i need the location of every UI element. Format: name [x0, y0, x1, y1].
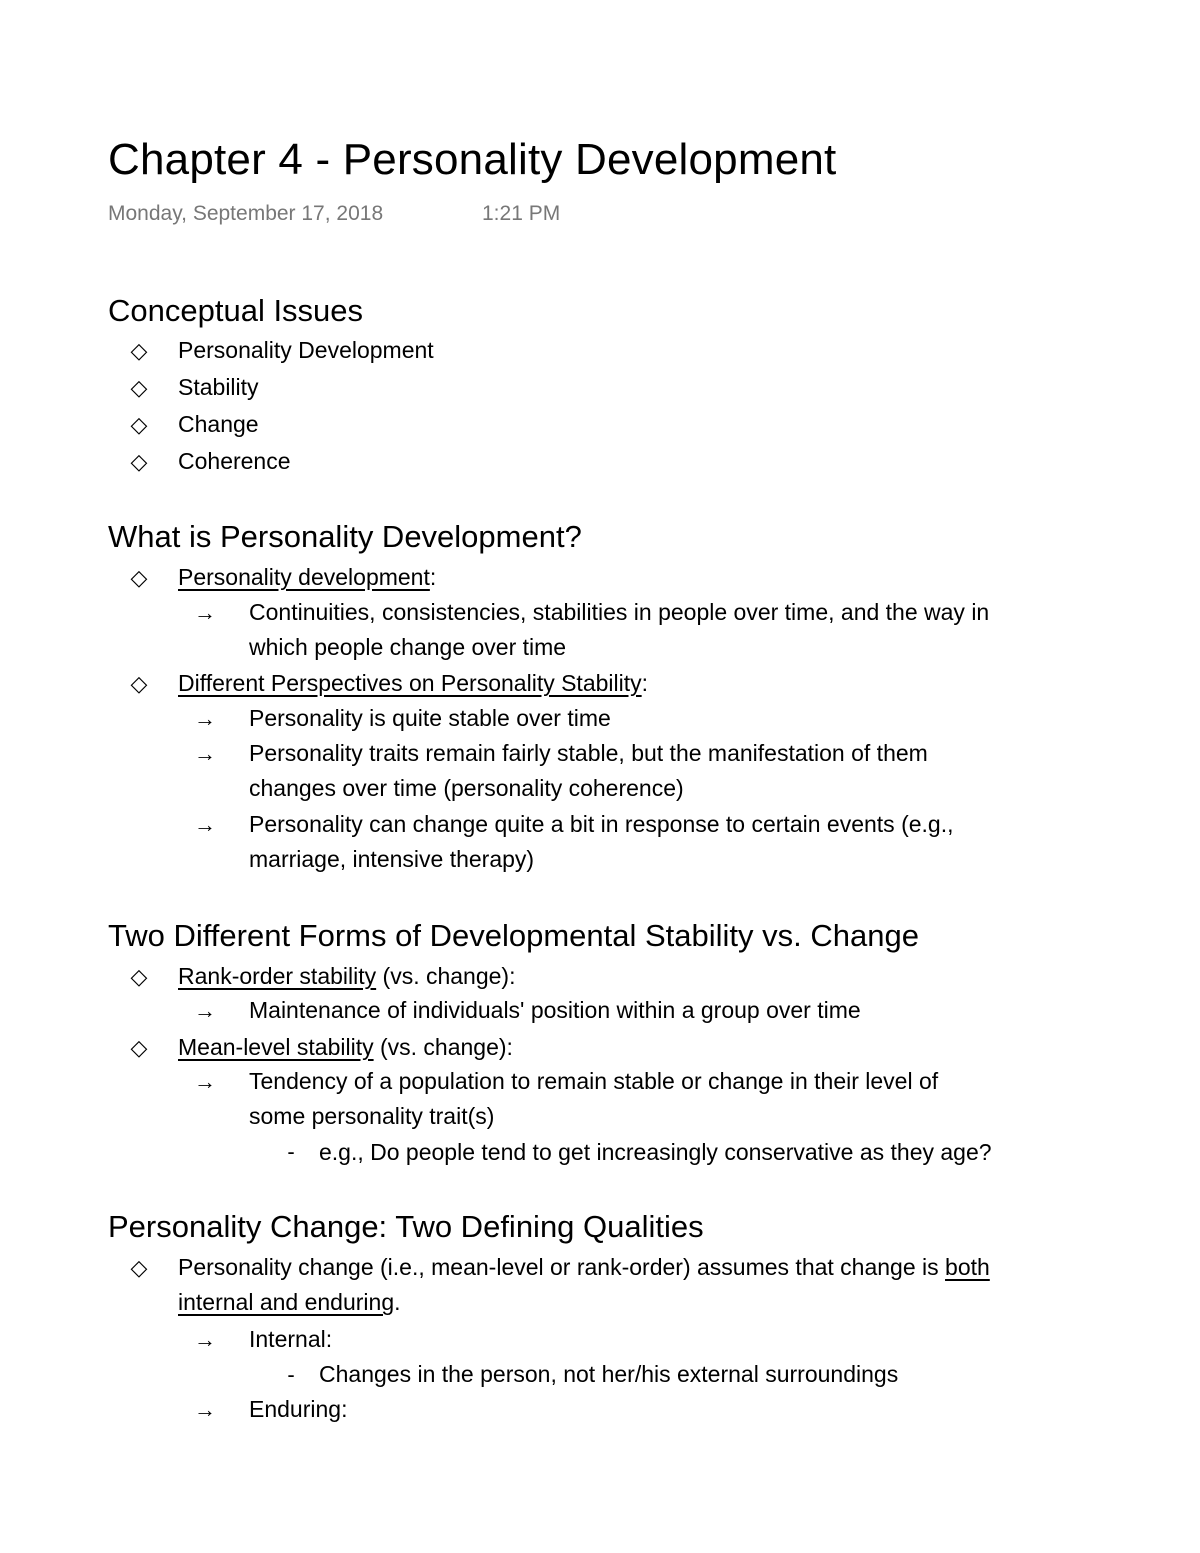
arrow-right-icon: → — [194, 1327, 216, 1352]
emphasis-underline: internal and enduring — [178, 1289, 395, 1315]
list-item-continuation: marriage, intensive therapy) — [249, 846, 535, 872]
diamond-outline-icon: ◇ — [130, 1255, 148, 1280]
list-item: Continuities, consistencies, stabilities in people over time, and the way in — [249, 599, 990, 625]
diamond-outline-icon: ◇ — [130, 338, 148, 363]
page-cutoff — [0, 1438, 1200, 1553]
list-item: Maintenance of individuals' position within a group over time — [249, 997, 861, 1023]
diamond-outline-icon: ◇ — [130, 964, 148, 989]
list-item: Personality traits remain fairly stable, but the manifestation of them — [249, 740, 928, 766]
list-item: Tendency of a population to remain stable or change in their level of — [249, 1068, 939, 1094]
list-item: Personality development: — [178, 564, 437, 590]
page-title: Chapter 4 - Personality Development — [108, 135, 837, 184]
diamond-outline-icon: ◇ — [130, 412, 148, 437]
section-heading-what-is: What is Personality Development? — [108, 519, 582, 554]
page-time: 1:21 PM — [482, 202, 561, 225]
list-item: e.g., Do people tend to get increasingly conservative as they age? — [319, 1139, 992, 1165]
section-heading-two-forms: Two Different Forms of Developmental Stability vs. Change — [108, 918, 919, 953]
list-item: Different Perspectives on Personality Stability: — [178, 670, 649, 696]
list-item-continuation: changes over time (personality coherence) — [249, 775, 684, 801]
term-label: Rank-order stability — [178, 963, 377, 989]
list-item: Stability — [178, 374, 259, 400]
arrow-right-icon: → — [194, 1397, 216, 1422]
list-item: Personality change (i.e., mean-level or rank-order) assumes that change is both — [178, 1254, 990, 1280]
section-heading-change-qualities: Personality Change: Two Defining Qualities — [108, 1209, 704, 1244]
diamond-outline-icon: ◇ — [130, 671, 148, 696]
arrow-right-icon: → — [194, 741, 216, 766]
diamond-outline-icon: ◇ — [130, 565, 148, 590]
emphasis-underline: both — [945, 1254, 990, 1280]
arrow-right-icon: → — [194, 1069, 216, 1094]
list-item-continuation: internal and enduring. — [178, 1289, 401, 1315]
page-date: Monday, September 17, 2018 — [108, 202, 384, 225]
list-item: Mean-level stability (vs. change): — [178, 1034, 513, 1060]
list-item-continuation: some personality trait(s) — [249, 1103, 495, 1129]
arrow-right-icon: → — [194, 600, 216, 625]
arrow-right-icon: → — [194, 812, 216, 837]
list-item: Coherence — [178, 448, 291, 474]
diamond-outline-icon: ◇ — [130, 449, 148, 474]
list-item: Internal: — [249, 1326, 333, 1352]
term-label: Personality development — [178, 564, 430, 590]
list-item: Personality can change quite a bit in response to certain events (e.g., — [249, 811, 954, 837]
diamond-outline-icon: ◇ — [130, 1035, 148, 1060]
dash-icon: - — [287, 1139, 295, 1164]
list-item: Rank-order stability (vs. change): — [178, 963, 516, 989]
arrow-right-icon: → — [194, 706, 216, 731]
list-item: Personality is quite stable over time — [249, 705, 611, 731]
list-item: Personality Development — [178, 337, 434, 363]
term-label: Different Perspectives on Personality Stability — [178, 670, 642, 696]
diamond-outline-icon: ◇ — [130, 375, 148, 400]
list-item: Change — [178, 411, 259, 437]
section-heading-conceptual-issues: Conceptual Issues — [108, 293, 364, 328]
dash-icon: - — [287, 1362, 295, 1387]
list-item: Enduring: — [249, 1396, 348, 1422]
arrow-right-icon: → — [194, 998, 216, 1023]
term-label: Mean-level stability — [178, 1034, 374, 1060]
list-item-continuation: which people change over time — [249, 634, 567, 660]
list-item: Changes in the person, not her/his external surroundings — [319, 1361, 899, 1387]
